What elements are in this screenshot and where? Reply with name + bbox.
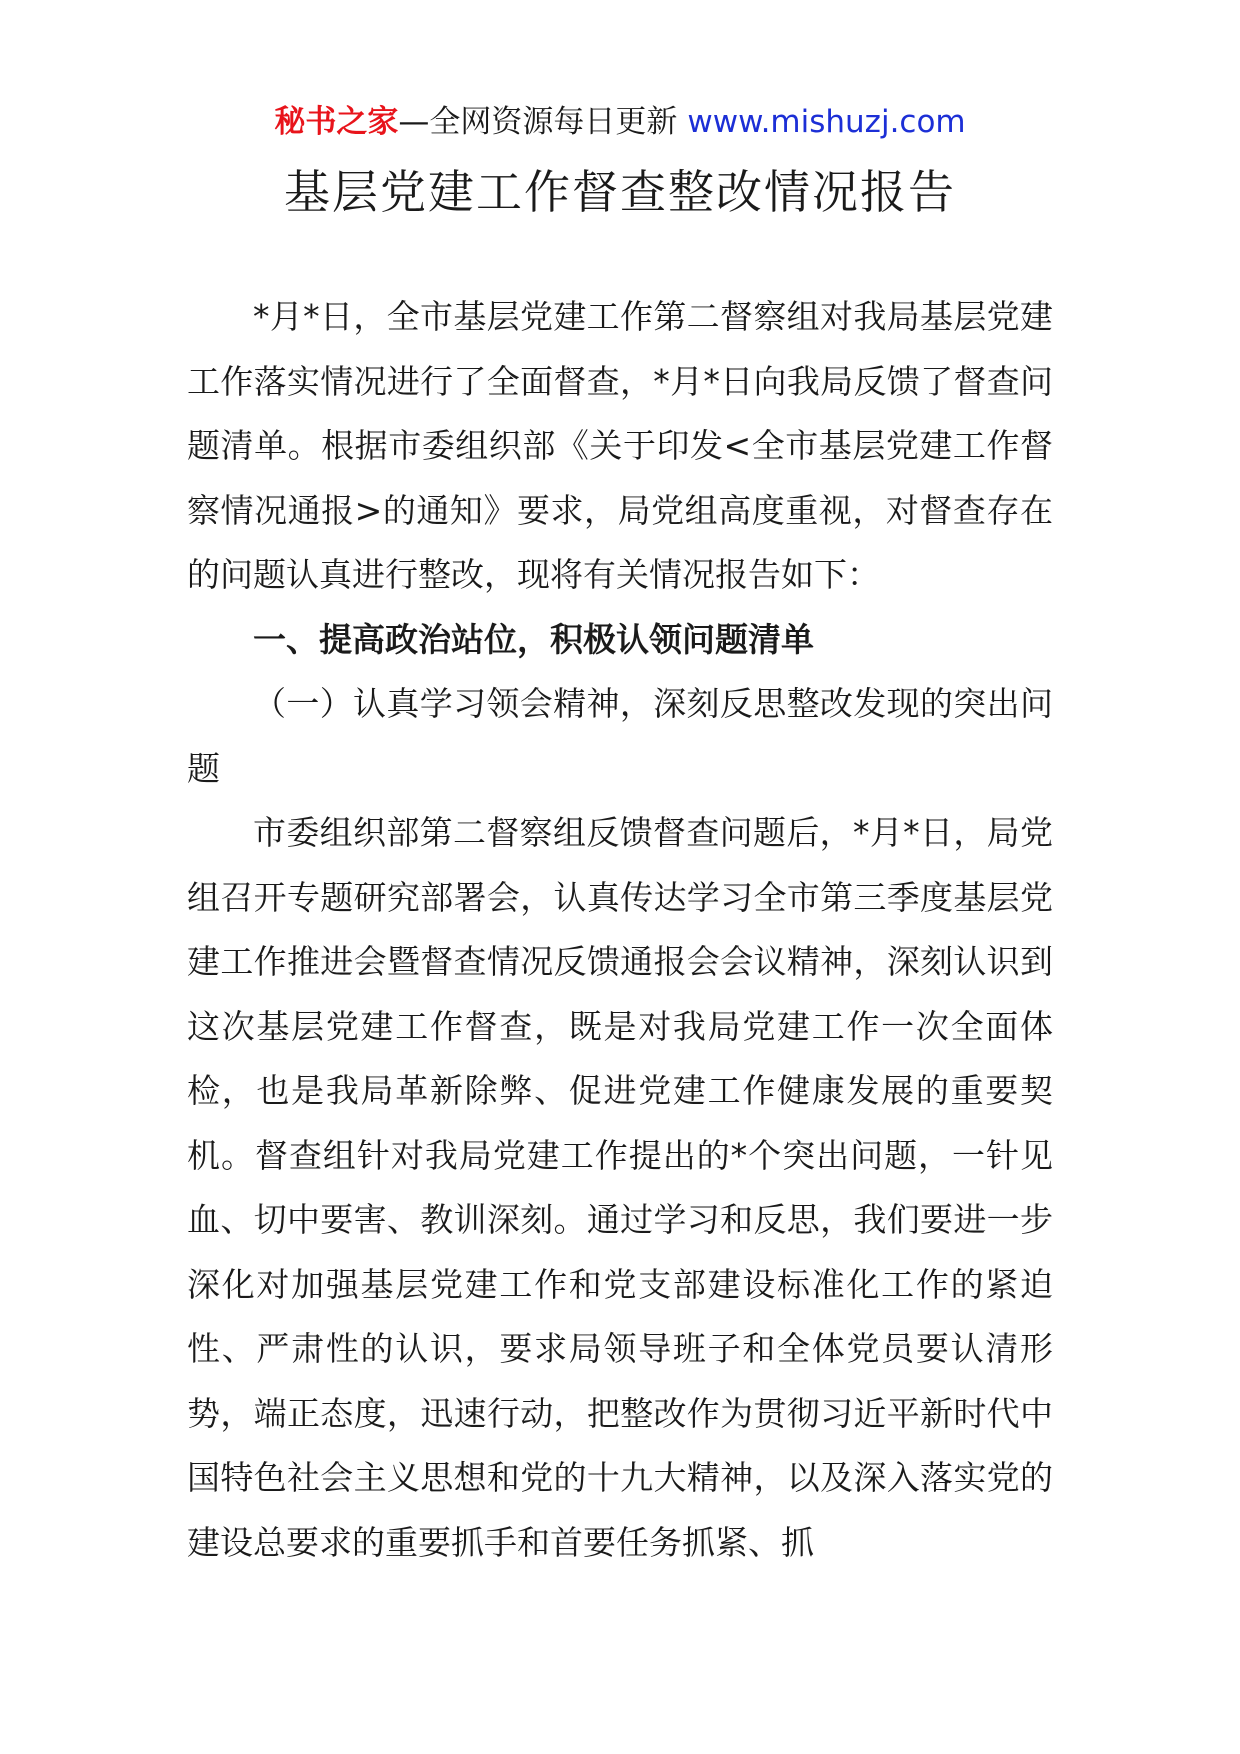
site-url-link[interactable]: www.mishuzj.com bbox=[687, 104, 966, 140]
subsection-heading-1: （一）认真学习领会精神，深刻反思整改发现的突出问题 bbox=[187, 684, 1053, 788]
document-title: 基层党建工作督查整改情况报告 bbox=[284, 165, 956, 219]
body-paragraph: 市委组织部第二督察组反馈督查问题后，*月*日，局党组召开专题研究部署会，认真传达学习全市第三季度基层党建工作推进会暨督查情况反馈通报会会议精神，深刻认识到这次基层党建工作督查，既是对我局党建工作一次全面体检，也是我局革新除弊、促进党建工作健康发展的重要契机。督查组针对我局党建工作提出的*个突出问题，一针见血、切中要害、教训深刻。通过学习和反思，我们要进一步深化对加强基层党建工作和党支部建设标准化工作的紧迫性、严肃性的认识，要求局领导班子和全体党员要认清形势，端正态度，迅速行动，把整改作为贯彻习近平新时代中国特色社会主义思想和党的十九大精神，以及深入落实党的建设总要求的重要抓手和首要任务抓紧、抓 bbox=[187, 813, 1053, 1562]
section-heading-1: 一、提高政治站位，积极认领问题清单 bbox=[253, 619, 814, 659]
document-body bbox=[187, 285, 1053, 1575]
site-slogan: —全网资源每日更新 bbox=[398, 104, 678, 140]
brand-name: 秘书之家 bbox=[274, 104, 399, 140]
site-header bbox=[0, 100, 1240, 144]
intro-paragraph: *月*日，全市基层党建工作第二督察组对我局基层党建工作落实情况进行了全面督查，*月*日向我局反馈了督查问题清单。根据市委组织部《关于印发<全市基层党建工作督察情况通报>的通知》要求，局党组高度重视，对督查存在的问题认真进行整改，现将有关情况报告如下： bbox=[187, 297, 1053, 594]
